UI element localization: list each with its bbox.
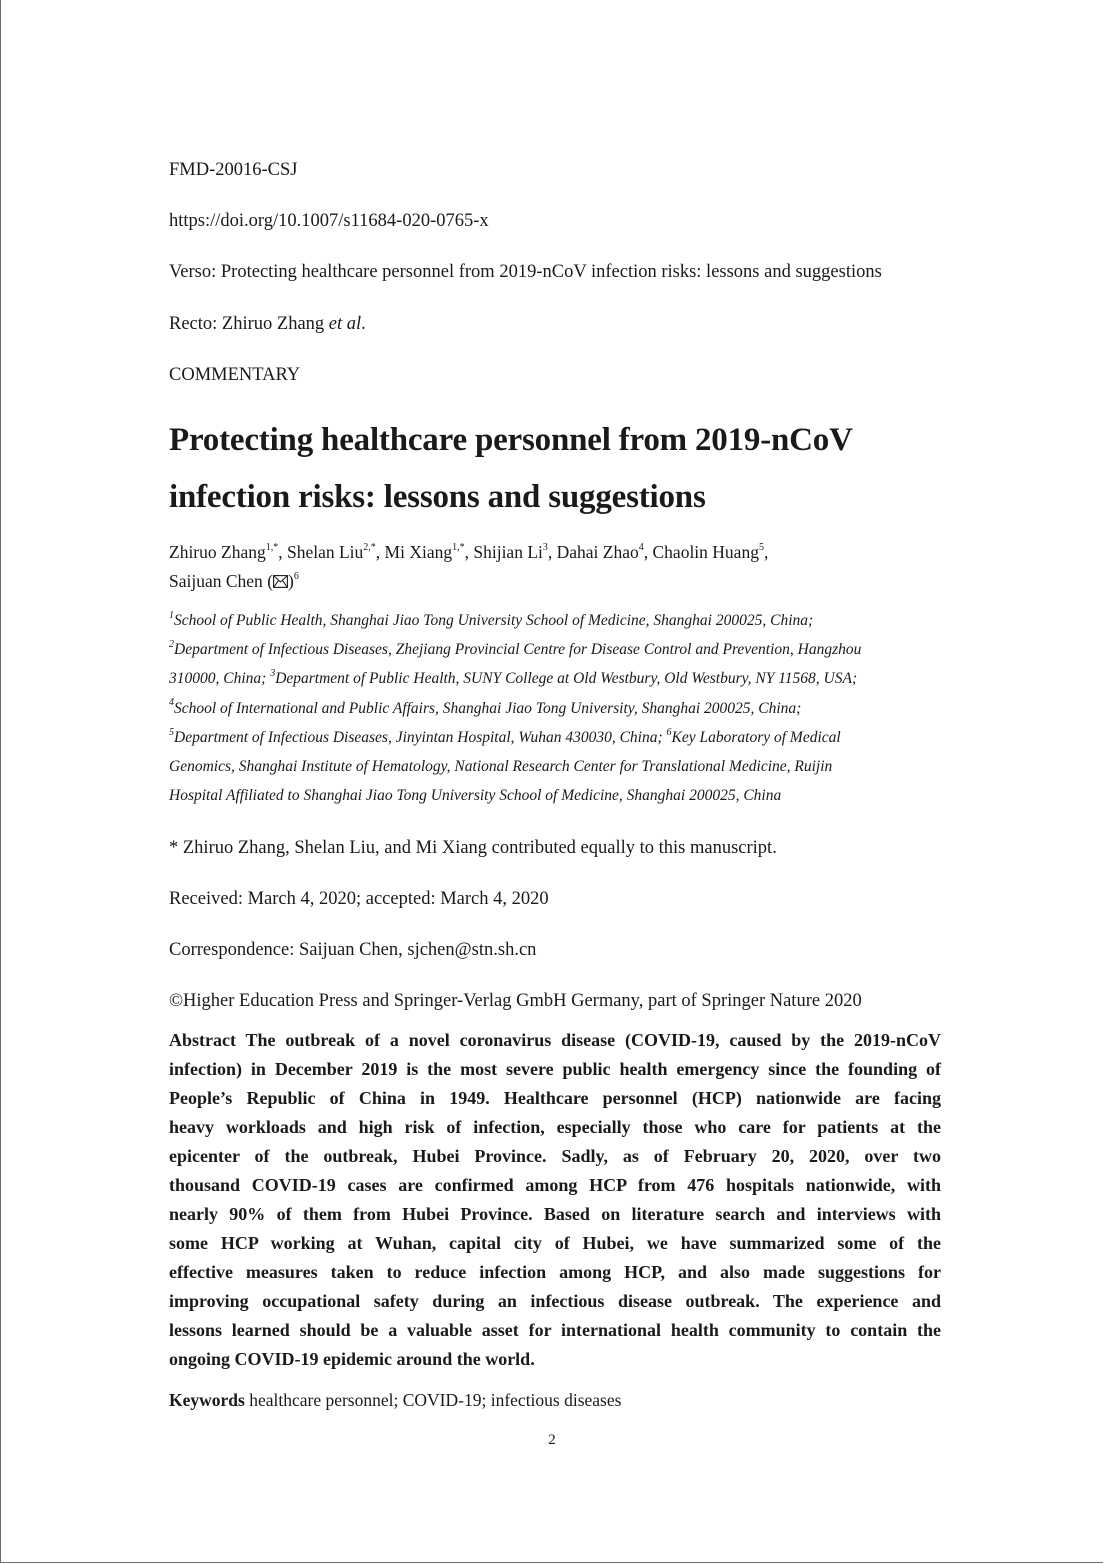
- affiliation-text: Hospital Affiliated to Shanghai Jiao Tong University School of Medicine, Shanghai 200025, China: [169, 787, 782, 805]
- affiliation-text: 310000, China;: [169, 670, 271, 688]
- affiliations: [169, 606, 941, 810]
- author-affil-marker: 6: [293, 571, 299, 583]
- affiliation-line: [169, 635, 941, 664]
- author-separator: ,: [278, 542, 287, 562]
- keywords: [169, 1388, 941, 1412]
- author-name: Saijuan Chen: [169, 571, 263, 591]
- abstract-line: infection) in December 2019 is the most severe public health emergency since the founding of: [169, 1059, 941, 1079]
- abstract-line: People’s Republic of China in 1949. Healthcare personnel (HCP) nationwide are facing: [169, 1088, 941, 1108]
- author-name: Mi Xiang: [384, 542, 453, 562]
- recto-etal: et al: [328, 314, 362, 334]
- author-list: [169, 538, 941, 596]
- author-name: Zhiruo Zhang: [169, 542, 266, 562]
- title-line-2: infection risks: lessons and suggestions: [169, 479, 706, 515]
- affiliation-marker: 2: [169, 639, 174, 651]
- author-name: Shijian Li: [473, 542, 543, 562]
- doi-link[interactable]: https://doi.org/10.1007/s11684-020-0765-x: [169, 211, 489, 231]
- author-separator: ,: [375, 542, 385, 562]
- abstract-line: lessons learned should be a valuable asset for international health community to contain the: [169, 1320, 941, 1340]
- affiliation-text: Department of Infectious Diseases, Zhejiang Provincial Centre for Disease Control and Prevention, Hangzhou: [174, 641, 862, 659]
- affiliation-line: [169, 694, 941, 723]
- author-line-2: Saijuan Chen ( )$^6$: [169, 571, 299, 591]
- affiliation-marker: 5: [169, 726, 174, 738]
- abstract-line: improving occupational safety during an infectious disease outbreak. The experience and: [169, 1291, 941, 1311]
- affiliation-marker: 3: [270, 668, 276, 680]
- abstract-line: effective measures taken to reduce infection among HCP, and also made suggestions for: [169, 1262, 941, 1282]
- author-affil-marker: 1,*: [265, 542, 279, 554]
- author-separator: ,: [763, 542, 769, 562]
- author-name: Dahai Zhao: [556, 542, 639, 562]
- page-number: 2: [548, 1432, 556, 1448]
- verso-running-head: Verso: Protecting healthcare personnel from 2019-nCoV infection risks: lessons and suggestions: [169, 262, 882, 282]
- abstract-line: epicenter of the outbreak, Hubei Province. Sadly, as of February 20, 2020, over two: [169, 1146, 941, 1166]
- affiliation-line: [169, 752, 941, 781]
- author-separator: ,: [547, 542, 557, 562]
- recto-suffix: .: [361, 314, 366, 334]
- copyright-notice: ©Higher Education Press and Springer-Verlag GmbH Germany, part of Springer Nature 2020: [169, 991, 862, 1011]
- affiliation-marker: 6: [666, 726, 672, 738]
- affiliation-line: [169, 606, 941, 635]
- affiliation-line: [169, 781, 941, 810]
- correspondence: Correspondence: Saijuan Chen, sjchen@stn.sh.cn: [169, 940, 537, 960]
- affiliation-text: Key Laboratory of Medical: [671, 728, 841, 746]
- title-line-1: Protecting healthcare personnel from 2019-nCoV: [169, 422, 853, 458]
- abstract-line: nearly 90% of them from Hubei Province. Based on literature search and interviews with: [169, 1204, 941, 1224]
- received-date: Received: March 4, 2020; accepted: March 4, 2020: [169, 889, 549, 909]
- author-affil-marker: 3: [542, 542, 548, 554]
- keywords-label: Keywords: [169, 1390, 245, 1410]
- affiliation-line: [169, 664, 941, 693]
- abstract-line: heavy workloads and high risk of infection, especially those who care for patients at the: [169, 1117, 941, 1137]
- abstract-line: Abstract The outbreak of a novel coronavirus disease (COVID-19, caused by the 2019-nCoV: [169, 1030, 941, 1050]
- abstract-line: thousand COVID-19 cases are confirmed among HCP from 476 hospitals nationwide, with: [169, 1175, 941, 1195]
- manuscript-id: FMD-20016-CSJ: [169, 160, 298, 180]
- author-name: Chaolin Huang: [652, 542, 759, 562]
- article-type: COMMENTARY: [169, 365, 301, 385]
- author-affil-marker: 4: [638, 542, 644, 554]
- affiliation-text: Department of Infectious Diseases, Jinyintan Hospital, Wuhan 430030, China;: [174, 728, 667, 746]
- equal-contribution-note: * Zhiruo Zhang, Shelan Liu, and Mi Xiang contributed equally to this manuscript.: [169, 838, 777, 858]
- affiliation-text: School of International and Public Affairs, Shanghai Jiao Tong University, Shanghai 200025, China;: [174, 699, 802, 717]
- affiliation-text: Department of Public Health, SUNY College at Old Westbury, Old Westbury, NY 11568, USA;: [275, 670, 858, 688]
- author-separator: ,: [464, 542, 474, 562]
- abstract-line: ongoing COVID-19 epidemic around the world.: [169, 1349, 535, 1369]
- keywords-text: healthcare personnel; COVID-19; infectious diseases: [244, 1390, 622, 1410]
- affiliation-marker: 1: [169, 609, 174, 621]
- recto-running-head: [169, 312, 941, 336]
- author-line-1: [169, 538, 941, 567]
- author-affil-marker: 5: [758, 542, 764, 554]
- affiliation-marker: 4: [169, 697, 174, 709]
- abstract: [169, 1026, 941, 1374]
- envelope-icon[interactable]: [273, 575, 288, 588]
- recto-prefix: Recto: Zhiruo Zhang: [169, 314, 329, 334]
- author-affil-marker: 1,*: [452, 542, 465, 554]
- abstract-line: some HCP working at Wuhan, capital city of Hubei, we have summarized some of the: [169, 1233, 941, 1253]
- article-title: [169, 412, 941, 526]
- author-separator: ,: [643, 542, 653, 562]
- author-affil-marker: 2,*: [363, 542, 376, 554]
- author-name: Shelan Liu: [286, 542, 364, 562]
- affiliation-text: School of Public Health, Shanghai Jiao Tong University School of Medicine, Shanghai 200025, China;: [174, 612, 814, 629]
- affiliation-text: Genomics, Shanghai Institute of Hematology, National Research Center for Translational Medicine, Ruijin: [169, 758, 833, 776]
- affiliation-line: [169, 723, 941, 752]
